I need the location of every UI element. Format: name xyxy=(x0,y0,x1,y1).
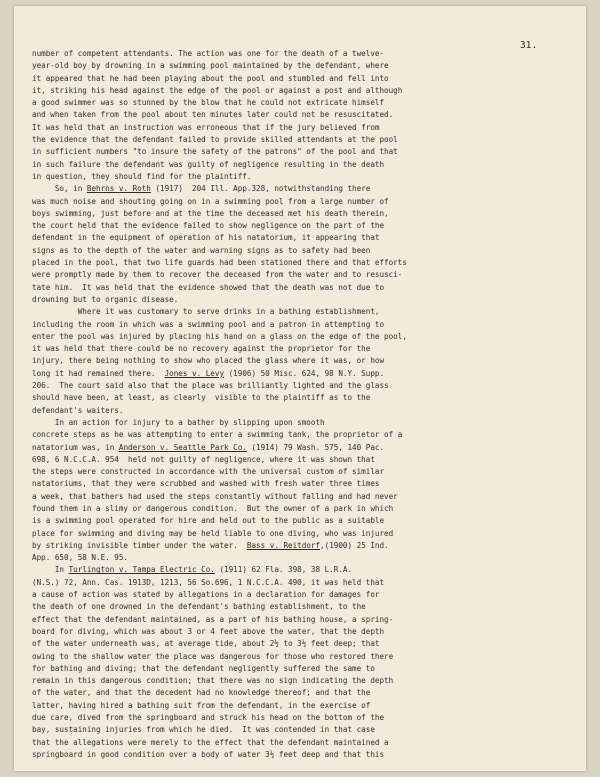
text-segment: of the water underneath was, at average tide, about 2½ to 3½ feet deep; that xyxy=(32,639,380,649)
text-line xyxy=(32,355,547,367)
text-segment: remain in this dangerous condition; that there was no sign indicating the depth xyxy=(32,676,394,686)
text-segment: (N.S.) 72, Ann. Cas. 1913D, 1213, 56 So.696, 1 N.C.C.A. 490, it was held that xyxy=(32,577,385,587)
text-line xyxy=(32,700,547,712)
body-text xyxy=(32,48,547,761)
text-line xyxy=(32,515,547,527)
text-segment: signs as to the depth of the water and warning signs as to safety had been xyxy=(32,245,371,255)
text-line xyxy=(32,232,547,244)
text-segment: defendant's waiters. xyxy=(32,405,124,415)
text-line xyxy=(32,724,547,736)
text-line xyxy=(32,343,547,355)
text-line xyxy=(32,503,547,515)
text-line xyxy=(32,220,547,232)
text-segment: ,(1900) 25 Ind. xyxy=(320,540,389,550)
text-line xyxy=(32,73,547,85)
text-segment: were promptly made by them to recover the deceased from the water and to resusci- xyxy=(32,270,403,280)
text-line xyxy=(32,417,547,429)
text-line xyxy=(32,97,547,109)
text-segment: springboard in good condition over a body of water 3½ feet deep and that this xyxy=(32,749,385,759)
text-line xyxy=(32,380,547,392)
text-segment: it, striking his head against the edge of the pool or against a post and although xyxy=(32,85,403,95)
text-segment: the steps were constructed in accordance with the universal custom of similar xyxy=(32,467,385,477)
text-segment: of the water, and that the decedent had no knowledge thereof; and that the xyxy=(32,688,371,698)
text-line xyxy=(32,368,547,380)
text-line xyxy=(32,269,547,281)
text-segment: was much noise and shouting going on in a swimming pool from a large number of xyxy=(32,196,389,206)
text-line xyxy=(32,601,547,613)
text-line xyxy=(32,466,547,478)
text-segment: in sufficient numbers "to insure the safety of the patrons" of the pool and that xyxy=(32,147,398,157)
text-segment: concrete steps as he was attempting to enter a swimming tank, the proprietor of a xyxy=(32,430,403,440)
text-line xyxy=(32,306,547,318)
text-line xyxy=(32,651,547,663)
text-line xyxy=(32,687,547,699)
text-segment: (1906) 50 Misc. 624, 98 N.Y. Supp. xyxy=(224,368,385,378)
text-segment: natatoriums, that they were scrubbed and washed with fresh water three times xyxy=(32,479,380,489)
text-line xyxy=(32,442,547,454)
text-segment: for bathing and diving; that the defendant negligently suffered the same to xyxy=(32,663,375,673)
case-name: Jones v. Levy xyxy=(164,368,225,378)
document-page xyxy=(14,6,586,771)
text-segment: should have been, at least, as clearly visible to the plaintiff as to the xyxy=(32,393,371,403)
text-line xyxy=(32,478,547,490)
text-segment: In an action for injury to a bather by slipping upon smooth xyxy=(32,417,325,427)
text-segment: is a swimming pool operated for hire and held out to the public as a suitable xyxy=(32,516,385,526)
text-line xyxy=(32,552,547,564)
text-line xyxy=(32,85,547,97)
text-line xyxy=(32,134,547,146)
text-line xyxy=(32,48,547,60)
text-segment: by striking invisible timber under the water. xyxy=(32,540,247,550)
text-line xyxy=(32,737,547,749)
text-segment: that the allegations were merely to the effect that the defendant maintained a xyxy=(32,737,389,747)
text-line xyxy=(32,245,547,257)
text-line xyxy=(32,614,547,626)
text-line xyxy=(32,109,547,121)
text-segment: number of competent attendants. The action was one for the death of a twelve- xyxy=(32,49,385,58)
text-line xyxy=(32,282,547,294)
case-name: Turlington v. Tampa Electric Co. xyxy=(68,565,215,575)
text-segment: injury, there being nothing to show who placed the glass where it was, or how xyxy=(32,356,385,366)
text-segment: it appeared that he had been playing about the pool and stumbled and fell into xyxy=(32,73,389,83)
text-line xyxy=(32,171,547,183)
text-segment: the court held that the evidence failed to show negligence on the part of the xyxy=(32,221,385,231)
text-line xyxy=(32,749,547,761)
text-segment: the death of one drowned in the defendant's bathing establishment, to the xyxy=(32,602,366,612)
case-name: Anderson v. Seattle Park Co. xyxy=(118,442,247,452)
text-line xyxy=(32,589,547,601)
text-line xyxy=(32,454,547,466)
text-line xyxy=(32,60,547,72)
text-segment: tate him. It was held that the evidence showed that the death was not due to xyxy=(32,282,385,292)
page-number: 31. xyxy=(520,40,538,51)
text-segment: drowning but to organic disease. xyxy=(32,294,179,304)
text-segment: defendant in the equipment of operation of his natatorium, it appearing that xyxy=(32,233,380,243)
text-segment: 206. The court said also that the place was brilliantly lighted and the glass xyxy=(32,381,389,391)
text-line xyxy=(32,429,547,441)
text-segment: In xyxy=(32,565,69,575)
text-line xyxy=(32,122,547,134)
text-segment: and when taken from the pool about ten minutes later could not be resuscitated. xyxy=(32,110,394,120)
text-line xyxy=(32,491,547,503)
text-segment: bay, sustaining injuries from which he died. It was contended in that case xyxy=(32,725,375,735)
text-line xyxy=(32,577,547,589)
text-segment: due care, dived from the springboard and struck his head on the bottom of the xyxy=(32,713,385,723)
text-segment: found them in a slimy or dangerous condition. But the owner of a park in which xyxy=(32,503,394,513)
text-line xyxy=(32,294,547,306)
text-segment: latter, having hired a bathing suit from the defendant, in the exercise of xyxy=(32,700,371,710)
text-line xyxy=(32,405,547,417)
text-segment: owing to the shallow water the place was dangerous for those who restored there xyxy=(32,651,394,661)
case-name: Bass v. Reitdorf xyxy=(246,540,321,550)
text-line xyxy=(32,528,547,540)
text-line xyxy=(32,663,547,675)
text-line xyxy=(32,564,547,576)
text-line xyxy=(32,675,547,687)
text-segment: in question, they should find for the plaintiff. xyxy=(32,171,252,181)
text-line xyxy=(32,146,547,158)
text-line xyxy=(32,319,547,331)
text-line xyxy=(32,540,547,552)
text-segment: boys swimming, just before and at the time the deceased met his death therein, xyxy=(32,208,389,218)
text-line xyxy=(32,208,547,220)
text-segment: place for swimming and diving may be held liable to one diving, who was injured xyxy=(32,528,394,538)
text-line xyxy=(32,196,547,208)
text-segment: So, in xyxy=(32,184,87,194)
text-segment: (1911) 62 Fla. 398, 38 L.R.A. xyxy=(214,565,353,575)
text-segment: year-old boy by drowning in a swimming pool maintained by the defendant, where xyxy=(32,61,389,71)
text-segment: in such failure the defendant was guilty of negligence resulting in the death xyxy=(32,159,385,169)
text-line xyxy=(32,257,547,269)
text-segment: 698, 6 N.C.C.A. 954 held not guilty of negligence, where it was shown that xyxy=(32,454,375,464)
text-line xyxy=(32,638,547,650)
case-name: Behrns v. Roth xyxy=(86,184,151,194)
text-segment: effect that the defendant maintained, as a part of his bathing house, a spring- xyxy=(32,614,394,624)
text-segment: placed in the pool, that two life guards had been stationed there and that efforts xyxy=(32,258,407,268)
text-segment: (1917) 204 Ill. App.328, notwithstanding there xyxy=(150,184,371,194)
text-segment: (1914) 79 Wash. 575, 140 Pac. xyxy=(246,442,385,452)
text-segment: Where it was customary to serve drinks in a bathing establishment, xyxy=(32,307,380,317)
text-line xyxy=(32,183,547,195)
text-segment: a good swimmer was so stunned by the blow that he could not extricate himself xyxy=(32,98,385,108)
text-line xyxy=(32,159,547,171)
text-segment: natatorium was, in xyxy=(32,442,119,452)
text-segment: a cause of action was stated by allegations in a declaration for damages for xyxy=(32,590,380,600)
text-line xyxy=(32,626,547,638)
text-line xyxy=(32,392,547,404)
text-segment: It was held that an instruction was erroneous that if the jury believed from xyxy=(32,122,380,132)
text-segment: board for diving, which was about 3 or 4 feet above the water, that the depth xyxy=(32,626,385,636)
text-segment: long it had remained there. xyxy=(32,368,165,378)
text-segment: it was held that there could be no recovery against the proprietor for the xyxy=(32,344,371,354)
text-segment: including the room in which was a swimming pool and a patron in attempting to xyxy=(32,319,385,329)
text-line xyxy=(32,712,547,724)
text-segment: a week, that bathers had used the steps constantly without falling and had never xyxy=(32,491,398,501)
text-segment: App. 650, 58 N.E. 95. xyxy=(32,553,129,563)
text-segment: enter the pool was injured by placing his hand on a glass on the edge of the pool, xyxy=(32,331,407,341)
text-segment: the evidence that the defendant failed to provide skilled attendants at the pool xyxy=(32,135,398,145)
text-line xyxy=(32,331,547,343)
